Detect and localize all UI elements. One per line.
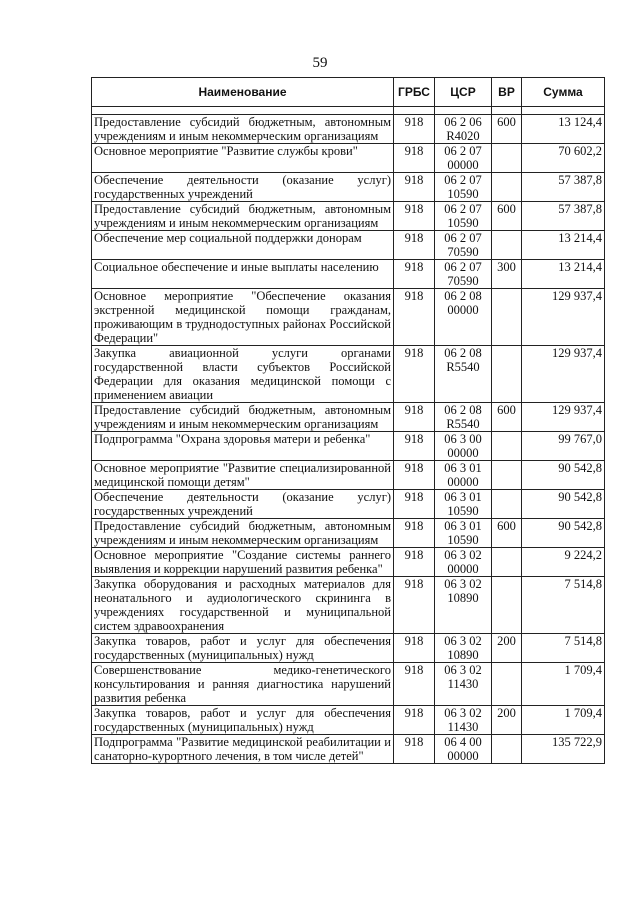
row-sum: 57 387,8 (522, 202, 605, 231)
row-csr-code: 10590 (447, 533, 479, 547)
row-csr (435, 519, 492, 548)
row-csr-prefix: 06 2 07 (444, 231, 482, 245)
row-name: Закупка товаров, работ и услуг для обеспечения государственных (муниципальных) нужд (92, 634, 394, 663)
row-csr-code: 10890 (447, 648, 479, 662)
row-csr (435, 634, 492, 663)
row-csr-prefix: 06 2 07 (444, 260, 482, 274)
row-csr-prefix: 06 2 07 (444, 144, 482, 158)
row-vr: 600 (492, 519, 522, 548)
row-grbs: 918 (394, 403, 435, 432)
separator-row (92, 107, 605, 115)
row-name: Подпрограмма "Развитие медицинской реабилитации и санаторно-курортного лечения, в том числе детей" (92, 735, 394, 764)
row-name: Предоставление субсидий бюджетным, автономным учреждениям и иным некоммерческим организациям (92, 519, 394, 548)
row-grbs: 918 (394, 490, 435, 519)
row-vr (492, 548, 522, 577)
row-csr (435, 706, 492, 735)
row-name: Обеспечение деятельности (оказание услуг) государственных учреждений (92, 173, 394, 202)
row-name: Основное мероприятие "Обеспечение оказания экстренной медицинской помощи гражданам, проживающим в труднодоступных районах Российской Федерации" (92, 289, 394, 346)
column-header-vr: ВР (492, 78, 522, 107)
table-row (92, 260, 605, 289)
row-grbs: 918 (394, 289, 435, 346)
row-name: Основное мероприятие "Развитие службы крови" (92, 144, 394, 173)
row-vr (492, 346, 522, 403)
table-row (92, 490, 605, 519)
row-csr-code: 00000 (447, 475, 479, 489)
row-name: Социальное обеспечение и иные выплаты населению (92, 260, 394, 289)
row-sum: 7 514,8 (522, 634, 605, 663)
row-vr (492, 735, 522, 764)
row-sum: 1 709,4 (522, 706, 605, 735)
row-csr-prefix: 06 2 07 (444, 173, 482, 187)
table-row (92, 634, 605, 663)
row-csr-code: 00000 (447, 158, 479, 172)
row-sum: 90 542,8 (522, 461, 605, 490)
table-row (92, 346, 605, 403)
row-csr (435, 735, 492, 764)
row-vr: 200 (492, 706, 522, 735)
row-sum: 99 767,0 (522, 432, 605, 461)
table-row (92, 144, 605, 173)
row-csr (435, 461, 492, 490)
row-grbs: 918 (394, 548, 435, 577)
row-sum: 9 224,2 (522, 548, 605, 577)
row-csr-code: 11430 (447, 720, 479, 734)
row-csr (435, 403, 492, 432)
row-name: Закупка авиационной услуги органами государственной власти субъектов Российской Федерации для оказания медицинской помощи с применением авиации (92, 346, 394, 403)
row-csr-code: R5540 (446, 360, 480, 374)
table-body (92, 107, 605, 764)
row-csr-code: 70590 (447, 274, 479, 288)
row-grbs: 918 (394, 173, 435, 202)
row-csr (435, 490, 492, 519)
row-grbs: 918 (394, 706, 435, 735)
row-csr-prefix: 06 2 08 (444, 346, 482, 360)
row-csr (435, 346, 492, 403)
row-sum: 129 937,4 (522, 289, 605, 346)
row-csr (435, 548, 492, 577)
table-row (92, 577, 605, 634)
row-csr (435, 231, 492, 260)
row-vr (492, 432, 522, 461)
row-name: Основное мероприятие "Развитие специализированной медицинской помощи детям" (92, 461, 394, 490)
row-sum: 13 214,4 (522, 260, 605, 289)
row-csr-code: 00000 (447, 749, 479, 763)
table-row (92, 432, 605, 461)
row-name: Предоставление субсидий бюджетным, автономным учреждениям и иным некоммерческим организациям (92, 115, 394, 144)
row-csr-prefix: 06 2 07 (444, 202, 482, 216)
row-csr-code: R5540 (446, 417, 480, 431)
table-row (92, 461, 605, 490)
row-csr-prefix: 06 2 08 (444, 403, 482, 417)
row-csr-prefix: 06 2 06 (444, 115, 482, 129)
row-vr: 600 (492, 202, 522, 231)
row-grbs: 918 (394, 735, 435, 764)
table-row (92, 231, 605, 260)
row-csr-code: 10590 (447, 216, 479, 230)
row-csr (435, 144, 492, 173)
row-csr-code: 10890 (447, 591, 479, 605)
row-vr (492, 490, 522, 519)
row-csr-code: 10590 (447, 187, 479, 201)
row-vr (492, 577, 522, 634)
row-grbs: 918 (394, 115, 435, 144)
row-grbs: 918 (394, 577, 435, 634)
row-name: Подпрограмма "Охрана здоровья матери и ребенка" (92, 432, 394, 461)
row-vr: 200 (492, 634, 522, 663)
row-grbs: 918 (394, 346, 435, 403)
row-csr-code: 70590 (447, 245, 479, 259)
row-csr-code: 10590 (447, 504, 479, 518)
row-csr-prefix: 06 3 01 (444, 461, 482, 475)
table-row (92, 519, 605, 548)
row-csr-code: R4020 (446, 129, 480, 143)
row-csr-code: 00000 (447, 303, 479, 317)
row-name: Закупка товаров, работ и услуг для обеспечения государственных (муниципальных) нужд (92, 706, 394, 735)
table-row (92, 735, 605, 764)
row-csr (435, 115, 492, 144)
row-sum: 129 937,4 (522, 403, 605, 432)
row-csr-prefix: 06 3 02 (444, 548, 482, 562)
row-sum: 70 602,2 (522, 144, 605, 173)
row-name: Основное мероприятие "Создание системы раннего выявления и коррекции нарушений развития ребенка" (92, 548, 394, 577)
row-csr (435, 289, 492, 346)
row-csr-prefix: 06 3 02 (444, 577, 482, 591)
row-sum: 13 214,4 (522, 231, 605, 260)
column-header-sum: Сумма (522, 78, 605, 107)
row-csr-code: 00000 (447, 446, 479, 460)
row-vr: 600 (492, 403, 522, 432)
row-sum: 7 514,8 (522, 577, 605, 634)
table-row (92, 706, 605, 735)
row-csr (435, 173, 492, 202)
row-grbs: 918 (394, 461, 435, 490)
row-grbs: 918 (394, 144, 435, 173)
row-grbs: 918 (394, 432, 435, 461)
row-sum: 1 709,4 (522, 663, 605, 706)
table-header-row (92, 78, 605, 107)
row-name: Предоставление субсидий бюджетным, автономным учреждениям и иным некоммерческим организациям (92, 403, 394, 432)
budget-table (91, 77, 605, 764)
column-header-name: Наименование (92, 78, 394, 107)
row-name: Обеспечение деятельности (оказание услуг) государственных учреждений (92, 490, 394, 519)
row-name: Закупка оборудования и расходных материалов для неонатального и аудиологического скрининга в учреждениях государственной и муниципальной систем здравоохранения (92, 577, 394, 634)
table-row (92, 403, 605, 432)
row-grbs: 918 (394, 202, 435, 231)
row-grbs: 918 (394, 519, 435, 548)
column-header-csr: ЦСР (435, 78, 492, 107)
row-vr (492, 663, 522, 706)
row-csr-prefix: 06 3 01 (444, 490, 482, 504)
row-csr-prefix: 06 3 02 (444, 663, 482, 677)
row-csr-prefix: 06 3 02 (444, 706, 482, 720)
table-row (92, 173, 605, 202)
table-row (92, 548, 605, 577)
row-vr: 600 (492, 115, 522, 144)
row-name: Обеспечение мер социальной поддержки донорам (92, 231, 394, 260)
row-sum: 135 722,9 (522, 735, 605, 764)
row-vr (492, 289, 522, 346)
row-sum: 13 124,4 (522, 115, 605, 144)
table-row (92, 289, 605, 346)
row-csr-code: 00000 (447, 562, 479, 576)
table-row (92, 115, 605, 144)
row-csr-code: 11430 (447, 677, 479, 691)
row-name: Совершенствование медико-генетического консультирования и ранняя диагностика нарушений развития ребенка (92, 663, 394, 706)
row-vr: 300 (492, 260, 522, 289)
row-sum: 90 542,8 (522, 490, 605, 519)
row-csr (435, 577, 492, 634)
page-number: 59 (312, 55, 328, 71)
row-csr (435, 260, 492, 289)
row-csr-prefix: 06 3 02 (444, 634, 482, 648)
row-csr (435, 202, 492, 231)
row-sum: 129 937,4 (522, 346, 605, 403)
row-csr-prefix: 06 3 00 (444, 432, 482, 446)
row-csr-prefix: 06 3 01 (444, 519, 482, 533)
row-vr (492, 144, 522, 173)
row-csr-prefix: 06 4 00 (444, 735, 482, 749)
row-grbs: 918 (394, 634, 435, 663)
row-sum: 57 387,8 (522, 173, 605, 202)
row-vr (492, 231, 522, 260)
row-grbs: 918 (394, 231, 435, 260)
row-sum: 90 542,8 (522, 519, 605, 548)
row-csr (435, 663, 492, 706)
row-vr (492, 461, 522, 490)
row-grbs: 918 (394, 663, 435, 706)
row-name: Предоставление субсидий бюджетным, автономным учреждениям и иным некоммерческим организациям (92, 202, 394, 231)
row-csr (435, 432, 492, 461)
column-header-grbs: ГРБС (394, 78, 435, 107)
table-row (92, 202, 605, 231)
row-vr (492, 173, 522, 202)
row-csr-prefix: 06 2 08 (444, 289, 482, 303)
table-row (92, 663, 605, 706)
row-grbs: 918 (394, 260, 435, 289)
